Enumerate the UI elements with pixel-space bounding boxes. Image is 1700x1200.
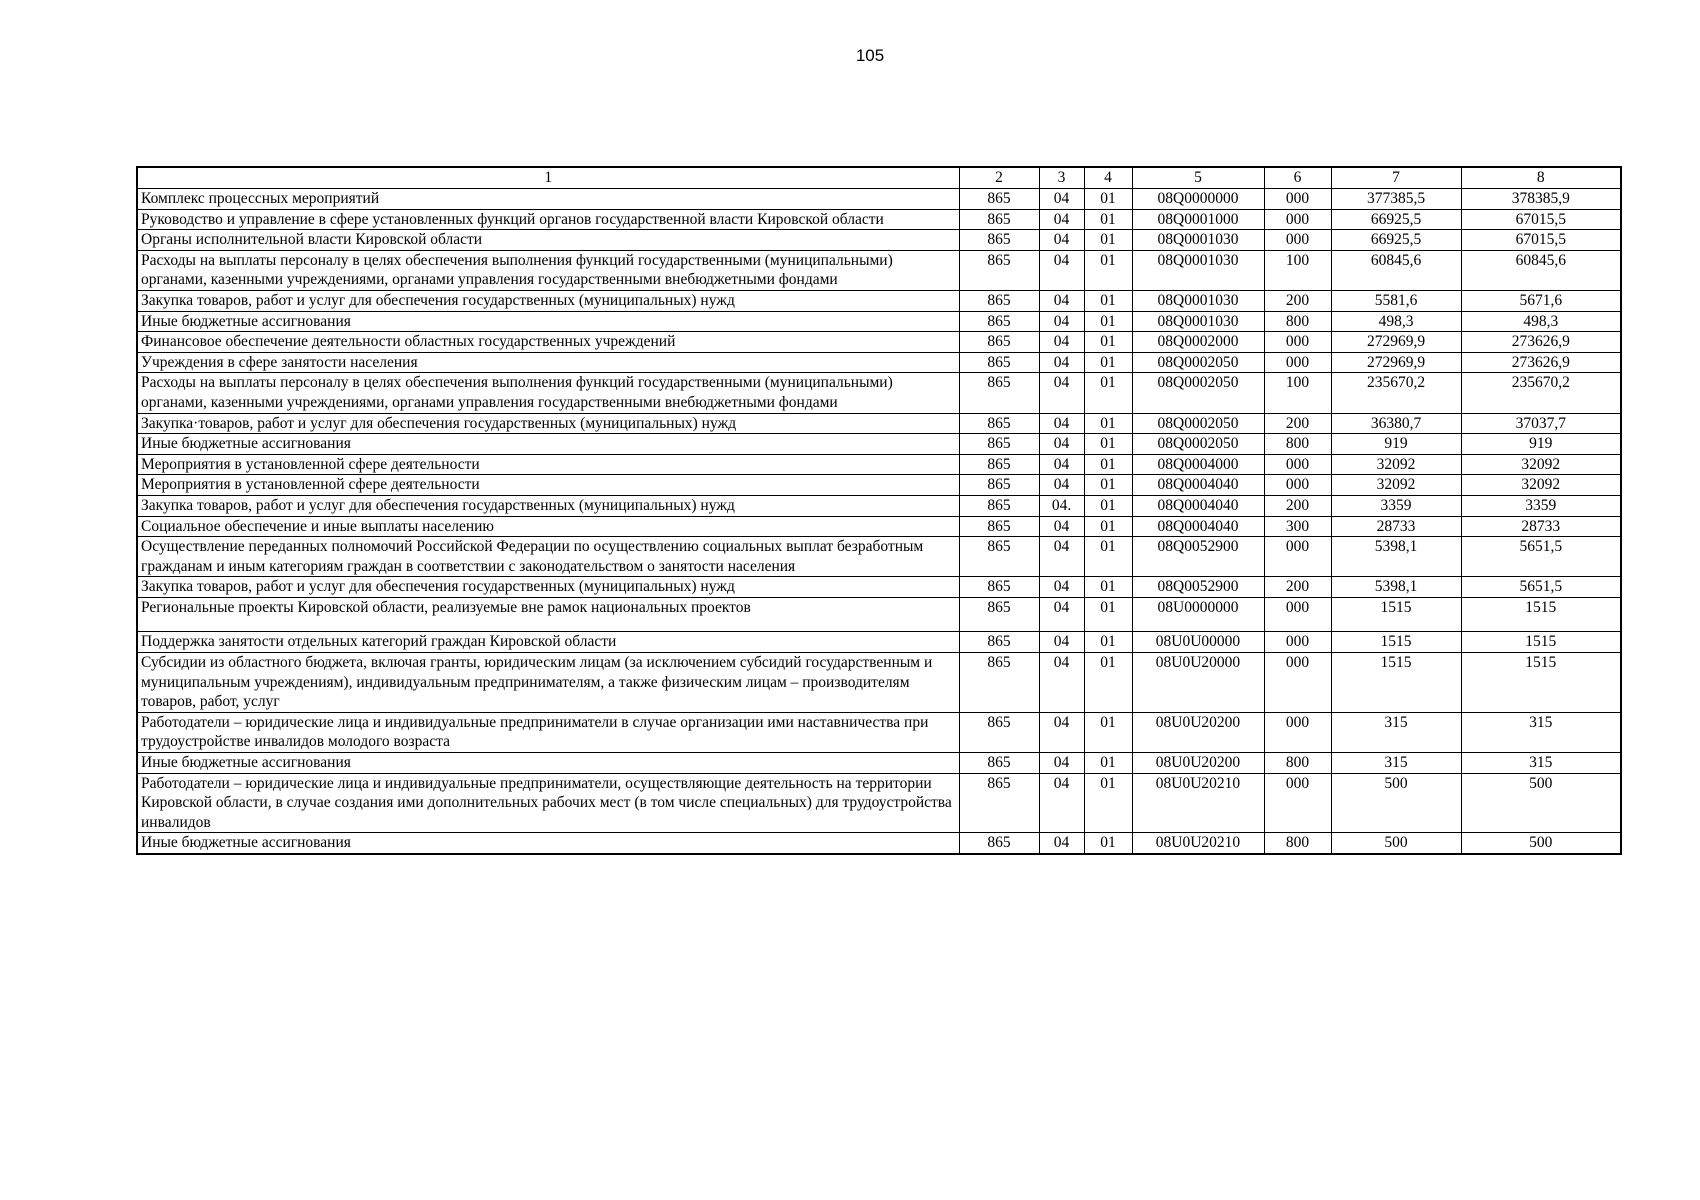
cell-amount-year1: 28733	[1331, 516, 1461, 537]
column-header: 5	[1132, 167, 1264, 189]
column-header: 6	[1264, 167, 1331, 189]
cell-amount-year2: 1515	[1461, 632, 1621, 653]
cell-amount-year2: 315	[1461, 753, 1621, 774]
cell-ministry-code: 865	[959, 352, 1039, 373]
row-name: Мероприятия в установленной сфере деятельности	[137, 454, 959, 475]
table-row	[137, 454, 1621, 475]
cell-section: 04	[1039, 189, 1084, 210]
cell-target-article: 08Q0004040	[1132, 495, 1264, 516]
row-name: Учреждения в сфере занятости населения	[137, 352, 959, 373]
cell-amount-year2: 500	[1461, 833, 1621, 854]
cell-subsection: 01	[1084, 712, 1132, 752]
cell-ministry-code: 865	[959, 250, 1039, 290]
cell-ministry-code: 865	[959, 230, 1039, 251]
page-number: 105	[855, 46, 885, 65]
cell-ministry-code: 865	[959, 577, 1039, 598]
row-name: Поддержка занятости отдельных категорий граждан Кировской области	[137, 632, 959, 653]
table-row	[137, 290, 1621, 311]
cell-expense-type: 000	[1264, 352, 1331, 373]
cell-subsection: 01	[1084, 250, 1132, 290]
cell-amount-year2: 273626,9	[1461, 332, 1621, 353]
cell-target-article: 08Q0000000	[1132, 189, 1264, 210]
cell-subsection: 01	[1084, 597, 1132, 632]
cell-amount-year1: 315	[1331, 712, 1461, 752]
cell-section: 04	[1039, 434, 1084, 455]
table-row	[137, 332, 1621, 353]
cell-ministry-code: 865	[959, 454, 1039, 475]
cell-target-article: 08U0U20200	[1132, 753, 1264, 774]
row-name: Иные бюджетные ассигнования	[137, 311, 959, 332]
cell-amount-year1: 66925,5	[1331, 230, 1461, 251]
cell-amount-year1: 5398,1	[1331, 537, 1461, 577]
row-name: Иные бюджетные ассигнования	[137, 753, 959, 774]
cell-ministry-code: 865	[959, 332, 1039, 353]
cell-amount-year2: 37037,7	[1461, 413, 1621, 434]
cell-subsection: 01	[1084, 434, 1132, 455]
cell-amount-year2: 32092	[1461, 454, 1621, 475]
cell-amount-year2: 1515	[1461, 653, 1621, 713]
cell-subsection: 01	[1084, 495, 1132, 516]
cell-amount-year1: 315	[1331, 753, 1461, 774]
cell-expense-type: 200	[1264, 290, 1331, 311]
cell-amount-year1: 60845,6	[1331, 250, 1461, 290]
cell-subsection: 01	[1084, 753, 1132, 774]
cell-target-article: 08Q0002050	[1132, 434, 1264, 455]
row-name: Финансовое обеспечение деятельности областных государственных учреждений	[137, 332, 959, 353]
cell-ministry-code: 865	[959, 475, 1039, 496]
cell-amount-year2: 500	[1461, 773, 1621, 833]
row-name: Осуществление переданных полномочий Российской Федерации по осуществлению социальных выплат безработным гражданам и иным категориям граждан в соответствии с законодательством о занятости населения	[137, 537, 959, 577]
cell-expense-type: 200	[1264, 577, 1331, 598]
cell-subsection: 01	[1084, 454, 1132, 475]
cell-ministry-code: 865	[959, 290, 1039, 311]
cell-ministry-code: 865	[959, 413, 1039, 434]
cell-amount-year1: 500	[1331, 773, 1461, 833]
row-name: Закупка товаров, работ и услуг для обеспечения государственных (муниципальных) нужд	[137, 495, 959, 516]
cell-target-article: 08Q0002050	[1132, 373, 1264, 413]
cell-target-article: 08U0U20000	[1132, 653, 1264, 713]
cell-expense-type: 000	[1264, 332, 1331, 353]
cell-target-article: 08U0U00000	[1132, 632, 1264, 653]
table-row	[137, 537, 1621, 577]
cell-expense-type: 000	[1264, 537, 1331, 577]
row-name: Иные бюджетные ассигнования	[137, 833, 959, 854]
table-row	[137, 209, 1621, 230]
table-row	[137, 712, 1621, 752]
cell-ministry-code: 865	[959, 311, 1039, 332]
table-row	[137, 250, 1621, 290]
cell-amount-year1: 32092	[1331, 475, 1461, 496]
row-name: Комплекс процессных мероприятий	[137, 189, 959, 210]
cell-expense-type: 000	[1264, 230, 1331, 251]
cell-ministry-code: 865	[959, 753, 1039, 774]
cell-expense-type: 000	[1264, 189, 1331, 210]
cell-ministry-code: 865	[959, 537, 1039, 577]
cell-amount-year2: 378385,9	[1461, 189, 1621, 210]
table-row	[137, 311, 1621, 332]
cell-target-article: 08Q0004040	[1132, 516, 1264, 537]
cell-section: 04.	[1039, 495, 1084, 516]
table-body	[137, 189, 1621, 855]
cell-amount-year2: 67015,5	[1461, 209, 1621, 230]
cell-section: 04	[1039, 577, 1084, 598]
cell-section: 04	[1039, 653, 1084, 713]
header-row	[137, 167, 1621, 189]
cell-ministry-code: 865	[959, 653, 1039, 713]
cell-ministry-code: 865	[959, 833, 1039, 854]
cell-target-article: 08Q0001030	[1132, 230, 1264, 251]
column-header: 2	[959, 167, 1039, 189]
row-name: Работодатели – юридические лица и индивидуальные предприниматели, осуществляющие деятельность на территории Кировской области, в случае создания ими дополнительных рабочих мест (в том числе специальных) для трудоустройства инвалидов	[137, 773, 959, 833]
table-row	[137, 413, 1621, 434]
row-name: Руководство и управление в сфере установленных функций органов государственной власти Кировской области	[137, 209, 959, 230]
cell-expense-type: 200	[1264, 413, 1331, 434]
cell-amount-year2: 67015,5	[1461, 230, 1621, 251]
cell-target-article: 08Q0004040	[1132, 475, 1264, 496]
cell-amount-year2: 919	[1461, 434, 1621, 455]
cell-amount-year1: 1515	[1331, 632, 1461, 653]
cell-section: 04	[1039, 413, 1084, 434]
table-row	[137, 475, 1621, 496]
cell-subsection: 01	[1084, 290, 1132, 311]
row-name: Расходы на выплаты персоналу в целях обеспечения выполнения функций государственными (муниципальными) органами, казенными учреждениями, органами управления государственными внебюджетными фондами	[137, 373, 959, 413]
cell-subsection: 01	[1084, 773, 1132, 833]
cell-amount-year1: 36380,7	[1331, 413, 1461, 434]
cell-amount-year1: 5581,6	[1331, 290, 1461, 311]
cell-ministry-code: 865	[959, 597, 1039, 632]
cell-amount-year1: 272969,9	[1331, 352, 1461, 373]
table-row	[137, 597, 1621, 632]
cell-amount-year2: 235670,2	[1461, 373, 1621, 413]
table-row	[137, 495, 1621, 516]
cell-target-article: 08U0U20200	[1132, 712, 1264, 752]
cell-amount-year2: 60845,6	[1461, 250, 1621, 290]
cell-ministry-code: 865	[959, 373, 1039, 413]
cell-section: 04	[1039, 332, 1084, 353]
column-header: 1	[137, 167, 959, 189]
cell-amount-year1: 500	[1331, 833, 1461, 854]
row-name: Социальное обеспечение и иные выплаты населению	[137, 516, 959, 537]
cell-amount-year2: 28733	[1461, 516, 1621, 537]
column-header: 4	[1084, 167, 1132, 189]
cell-subsection: 01	[1084, 833, 1132, 854]
cell-subsection: 01	[1084, 373, 1132, 413]
column-header: 7	[1331, 167, 1461, 189]
cell-amount-year2: 5651,5	[1461, 577, 1621, 598]
cell-subsection: 01	[1084, 332, 1132, 353]
cell-target-article: 08Q0001030	[1132, 250, 1264, 290]
cell-ministry-code: 865	[959, 209, 1039, 230]
cell-section: 04	[1039, 209, 1084, 230]
cell-target-article: 08U0U20210	[1132, 833, 1264, 854]
table-row	[137, 230, 1621, 251]
cell-expense-type: 000	[1264, 209, 1331, 230]
row-name: Закупка товаров, работ и услуг для обеспечения государственных (муниципальных) нужд	[137, 290, 959, 311]
cell-section: 04	[1039, 454, 1084, 475]
cell-amount-year1: 919	[1331, 434, 1461, 455]
cell-subsection: 01	[1084, 189, 1132, 210]
cell-section: 04	[1039, 537, 1084, 577]
cell-amount-year1: 272969,9	[1331, 332, 1461, 353]
table-row	[137, 833, 1621, 854]
cell-target-article: 08Q0001030	[1132, 290, 1264, 311]
column-header: 3	[1039, 167, 1084, 189]
cell-expense-type: 800	[1264, 753, 1331, 774]
cell-target-article: 08Q0002000	[1132, 332, 1264, 353]
cell-target-article: 08Q0001000	[1132, 209, 1264, 230]
cell-section: 04	[1039, 311, 1084, 332]
cell-section: 04	[1039, 632, 1084, 653]
cell-amount-year1: 1515	[1331, 597, 1461, 632]
cell-target-article: 08Q0001030	[1132, 311, 1264, 332]
cell-amount-year2: 315	[1461, 712, 1621, 752]
cell-expense-type: 200	[1264, 495, 1331, 516]
cell-expense-type: 000	[1264, 773, 1331, 833]
cell-expense-type: 000	[1264, 475, 1331, 496]
cell-section: 04	[1039, 373, 1084, 413]
table-row	[137, 434, 1621, 455]
cell-expense-type: 100	[1264, 373, 1331, 413]
cell-ministry-code: 865	[959, 434, 1039, 455]
cell-section: 04	[1039, 773, 1084, 833]
cell-target-article: 08Q0052900	[1132, 577, 1264, 598]
cell-subsection: 01	[1084, 475, 1132, 496]
cell-subsection: 01	[1084, 230, 1132, 251]
column-header: 8	[1461, 167, 1621, 189]
table-row	[137, 632, 1621, 653]
cell-section: 04	[1039, 290, 1084, 311]
cell-amount-year1: 377385,5	[1331, 189, 1461, 210]
cell-subsection: 01	[1084, 632, 1132, 653]
cell-ministry-code: 865	[959, 632, 1039, 653]
cell-amount-year1: 66925,5	[1331, 209, 1461, 230]
cell-section: 04	[1039, 352, 1084, 373]
table-row	[137, 753, 1621, 774]
row-name: Иные бюджетные ассигнования	[137, 434, 959, 455]
cell-subsection: 01	[1084, 413, 1132, 434]
table-row	[137, 516, 1621, 537]
cell-target-article: 08U0U20210	[1132, 773, 1264, 833]
cell-amount-year1: 235670,2	[1331, 373, 1461, 413]
row-name: Субсидии из областного бюджета, включая гранты, юридическим лицам (за исключением субсидий государственным и муниципальным учреждениям), индивидуальным предпринимателям, а также физическим лицам – производителям товаров, работ, услуг	[137, 653, 959, 713]
row-name: Расходы на выплаты персоналу в целях обеспечения выполнения функций государственными (муниципальными) органами, казенными учреждениями, органами управления государственными внебюджетными фондами	[137, 250, 959, 290]
cell-section: 04	[1039, 230, 1084, 251]
table-row	[137, 373, 1621, 413]
cell-expense-type: 300	[1264, 516, 1331, 537]
cell-expense-type: 800	[1264, 311, 1331, 332]
cell-ministry-code: 865	[959, 773, 1039, 833]
cell-amount-year2: 3359	[1461, 495, 1621, 516]
cell-amount-year1: 498,3	[1331, 311, 1461, 332]
row-name: Работодатели – юридические лица и индивидуальные предприниматели в случае организации ими наставничества при трудоустройстве инвалидов молодого возраста	[137, 712, 959, 752]
row-name: Закупка·товаров, работ и услуг для обеспечения государственных (муниципальных) нужд	[137, 413, 959, 434]
cell-subsection: 01	[1084, 653, 1132, 713]
cell-target-article: 08U0000000	[1132, 597, 1264, 632]
budget-table	[136, 166, 1622, 855]
row-name: Мероприятия в установленной сфере деятельности	[137, 475, 959, 496]
cell-expense-type: 000	[1264, 597, 1331, 632]
cell-ministry-code: 865	[959, 189, 1039, 210]
cell-amount-year2: 5651,5	[1461, 537, 1621, 577]
cell-target-article: 08Q0004000	[1132, 454, 1264, 475]
cell-amount-year1: 3359	[1331, 495, 1461, 516]
cell-subsection: 01	[1084, 577, 1132, 598]
row-name: Закупка товаров, работ и услуг для обеспечения государственных (муниципальных) нужд	[137, 577, 959, 598]
cell-amount-year1: 1515	[1331, 653, 1461, 713]
cell-subsection: 01	[1084, 516, 1132, 537]
cell-target-article: 08Q0002050	[1132, 352, 1264, 373]
table-row	[137, 577, 1621, 598]
cell-amount-year1: 5398,1	[1331, 577, 1461, 598]
cell-expense-type: 800	[1264, 833, 1331, 854]
cell-target-article: 08Q0052900	[1132, 537, 1264, 577]
table-row	[137, 653, 1621, 713]
cell-section: 04	[1039, 516, 1084, 537]
table-row	[137, 773, 1621, 833]
cell-ministry-code: 865	[959, 516, 1039, 537]
cell-section: 04	[1039, 712, 1084, 752]
cell-expense-type: 100	[1264, 250, 1331, 290]
cell-section: 04	[1039, 833, 1084, 854]
cell-amount-year2: 498,3	[1461, 311, 1621, 332]
cell-amount-year2: 5671,6	[1461, 290, 1621, 311]
cell-section: 04	[1039, 753, 1084, 774]
cell-amount-year2: 1515	[1461, 597, 1621, 632]
cell-ministry-code: 865	[959, 495, 1039, 516]
cell-amount-year2: 32092	[1461, 475, 1621, 496]
cell-amount-year2: 273626,9	[1461, 352, 1621, 373]
cell-section: 04	[1039, 597, 1084, 632]
cell-amount-year1: 32092	[1331, 454, 1461, 475]
cell-subsection: 01	[1084, 209, 1132, 230]
cell-subsection: 01	[1084, 311, 1132, 332]
cell-expense-type: 000	[1264, 454, 1331, 475]
cell-target-article: 08Q0002050	[1132, 413, 1264, 434]
cell-expense-type: 800	[1264, 434, 1331, 455]
table-row	[137, 352, 1621, 373]
cell-expense-type: 000	[1264, 653, 1331, 713]
row-name: Органы исполнительной власти Кировской области	[137, 230, 959, 251]
cell-section: 04	[1039, 475, 1084, 496]
row-name: Региональные проекты Кировской области, реализуемые вне рамок национальных проектов	[137, 597, 959, 632]
cell-subsection: 01	[1084, 537, 1132, 577]
cell-expense-type: 000	[1264, 712, 1331, 752]
cell-subsection: 01	[1084, 352, 1132, 373]
cell-ministry-code: 865	[959, 712, 1039, 752]
cell-section: 04	[1039, 250, 1084, 290]
table-row	[137, 189, 1621, 210]
cell-expense-type: 000	[1264, 632, 1331, 653]
